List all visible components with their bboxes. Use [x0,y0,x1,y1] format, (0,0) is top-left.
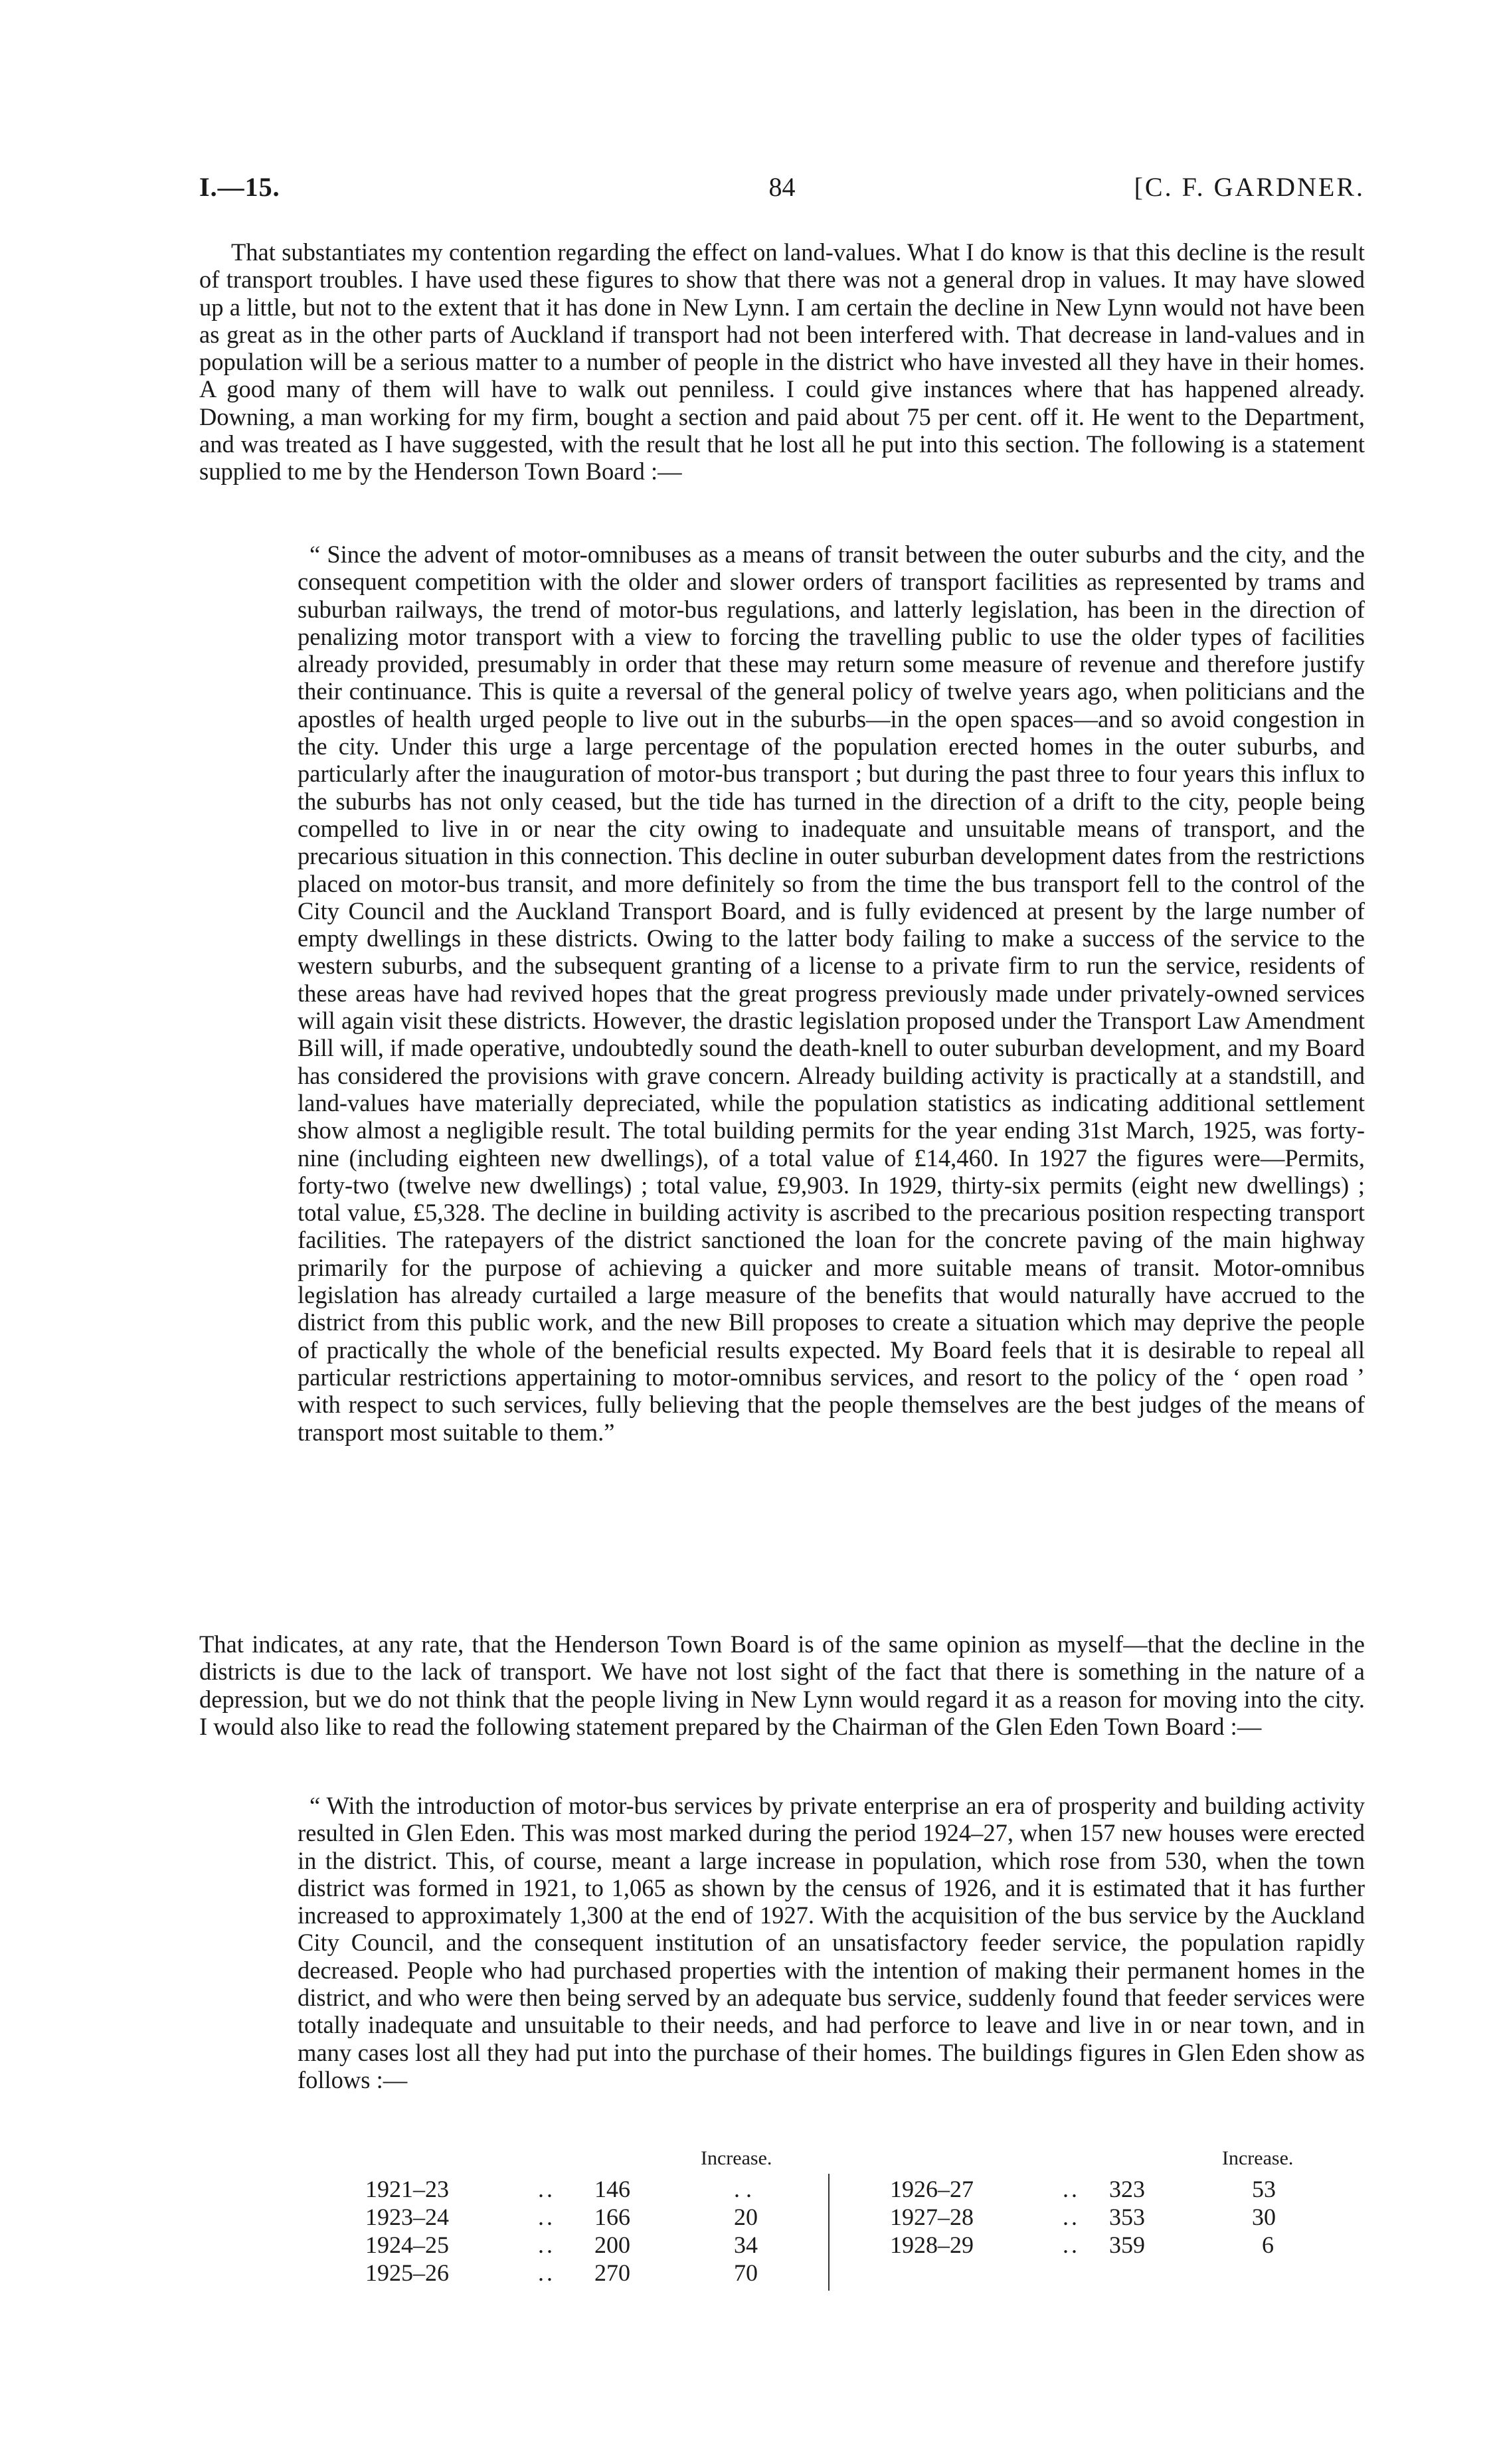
count-cell: 146 [594,2176,630,2202]
speaker-name: [C. F. GARDNER. [1134,172,1365,202]
leader-dots: .. [1063,2176,1080,2202]
page-header [199,171,1365,218]
page-number: 84 [768,172,796,202]
increase-cell: 30 [1252,2204,1276,2230]
leader-dots: .. [538,2259,555,2286]
count-cell: 166 [594,2204,630,2230]
increase-cell: 34 [734,2232,758,2258]
count-cell: 270 [594,2259,630,2286]
period-cell: 1927–28 [890,2204,974,2230]
quoted-statement-glen-eden: “ With the introduction of motor-bus services by private enterprise an era of prosperity and building activity resulted in Glen Eden. This was most marked during the period 1924–27, when 157 new houses were erected in the district. This, of course, meant a large increase in population, which rose from 530, when the town district was formed in 1921, to 1,065 as shown by the census of 1926, and it is estimated that it has further increased to approximately 1,300 at the end of 1927. With the acquisition of the bus service by the Auckland City Council, and the consequent institution of an unsatisfactory feeder service, the population rapidly decreased. People who had purchased properties with the intention of making their permanent homes in the district, and who were then being served by an adequate bus service, suddenly found that feeder services were totally inadequate and unsuitable to their needs, and had perforce to leave and live in or near town, and in many cases lost all they had put into the purchase of their homes. The buildings figures in Glen Eden show as follows :— [298,1792,1365,2093]
count-cell: 353 [1109,2204,1145,2230]
period-cell: 1921–23 [365,2176,449,2202]
leader-dots: .. [1063,2204,1080,2230]
count-cell: 323 [1109,2176,1145,2202]
period-cell: 1925–26 [365,2259,449,2286]
body-paragraph-2: That indicates, at any rate, that the Henderson Town Board is of the same opinion as myself—that the decline in the districts is due to the lack of transport. We have not lost sight of the fact that there is something in the nature of a depression, but we do not think that the people living in New Lynn would regard it as a reason for moving into the city. I would also like to read the following statement prepared by the Chairman of the Glen Eden Town Board :— [199,1630,1365,1740]
leader-dots: .. [538,2204,555,2230]
leader-dots: .. [538,2232,555,2258]
leader-dots: .. [1063,2232,1080,2258]
increase-cell: 20 [734,2204,758,2230]
leader-dots: .. [538,2176,555,2202]
column-divider [828,2174,830,2291]
period-cell: 1923–24 [365,2204,449,2230]
increase-cell: 53 [1252,2176,1276,2202]
increase-header-left: Increase. [701,2147,772,2169]
count-cell: 200 [594,2232,630,2258]
increase-cell: . . [734,2176,752,2202]
period-cell: 1928–29 [890,2232,974,2258]
increase-header-right: Increase. [1222,2147,1294,2169]
increase-cell: 6 [1262,2232,1274,2258]
paper-reference: I.—15. [199,172,280,202]
count-cell: 359 [1109,2232,1145,2258]
body-paragraph-1: That substantiates my contention regarding the effect on land-values. What I do know is that this decline is the result of transport troubles. I have used these figures to show that there was not a general drop in values. It may have slowed up a little, but not to the extent that it has done in New Lynn. I am certain the decline in New Lynn would not have been as great as in the other parts of Auckland if transport had not been interfered with. That decrease in land-values and in population will be a serious matter to a number of people in the district who have invested all they have in their homes. A good many of them will have to walk out penniless. I could give instances where that has happened already. Downing, a man working for my firm, bought a section and paid about 75 per cent. off it. He went to the Department, and was treated as I have suggested, with the result that he lost all he put into this section. The following is a statement supplied to me by the Henderson Town Board :— [199,238,1365,485]
buildings-table [359,2147,1335,2307]
quoted-statement-henderson: “ Since the advent of motor-omnibuses as a means of transit between the outer suburbs and the city, and the consequent competition with the older and slower orders of transport facilities as represented by trams and suburban railways, the trend of motor-bus regulations, and latterly legislation, has been in the direction of penalizing motor transport with a view to forcing the travelling public to use the older types of facilities already provided, presumably in order that these may return some measure of revenue and therefore justify their continuance. This is quite a reversal of the general policy of twelve years ago, when politicians and the apostles of health urged people to live out in the suburbs—in the open spaces—and so avoid congestion in the city. Under this urge a large percentage of the population erected homes in the outer suburbs, and particularly after the inauguration of motor-bus transport ; but during the past three to four years this influx to the suburbs has not only ceased, but the tide has turned in the direction of a drift to the city, people being compelled to live in or near the city owing to inadequate and unsuitable means of transport, and the precarious situation in this connection. This decline in outer suburban development dates from the restrictions placed on motor-bus transit, and more definitely so from the time the bus transport fell to the control of the City Council and the Auckland Transport Board, and is fully evidenced at present by the large number of empty dwellings in these districts. Owing to the latter body failing to make a success of the service to the western suburbs, and the subsequent granting of a license to a private firm to run the service, residents of these areas have had revived hopes that the great progress previously made under privately-owned services will again visit these districts. However, the drastic legislation proposed under the Transport Law Amendment Bill will, if made operative, undoubtedly sound the death-knell to outer suburban development, and my Board has considered the provisions with grave concern. Already building activity is practically at a standstill, and land-values have materially depreciated, while the population statistics as indicating additional settlement show almost a negligible result. The total building permits for the year ending 31st March, 1925, was forty-nine (including eighteen new dwellings), of a total value of £14,460. In 1927 the figures were—Permits, forty-two (twelve new dwellings) ; total value, £9,903. In 1929, thirty-six permits (eight new dwellings) ; total value, £5,328. The decline in building activity is ascribed to the precarious position respecting transport facilities. The ratepayers of the district sanctioned the loan for the concrete paving of the main highway primarily for the purpose of achieving a quicker and more suitable means of transit. Motor-omnibus legislation has already curtailed a large measure of the benefits that would naturally have accrued to the district from this public work, and the new Bill proposes to create a situation which may deprive the people of practically the whole of the beneficial results expected. My Board feels that it is desirable to repeal all particular restrictions appertaining to motor-omnibus services, and resort to the policy of the ‘ open road ’ with respect to such services, fully believing that the people themselves are the best judges of the means of transport most suitable to them.” [298,541,1365,1446]
period-cell: 1926–27 [890,2176,974,2202]
increase-cell: 70 [734,2259,758,2286]
period-cell: 1924–25 [365,2232,449,2258]
